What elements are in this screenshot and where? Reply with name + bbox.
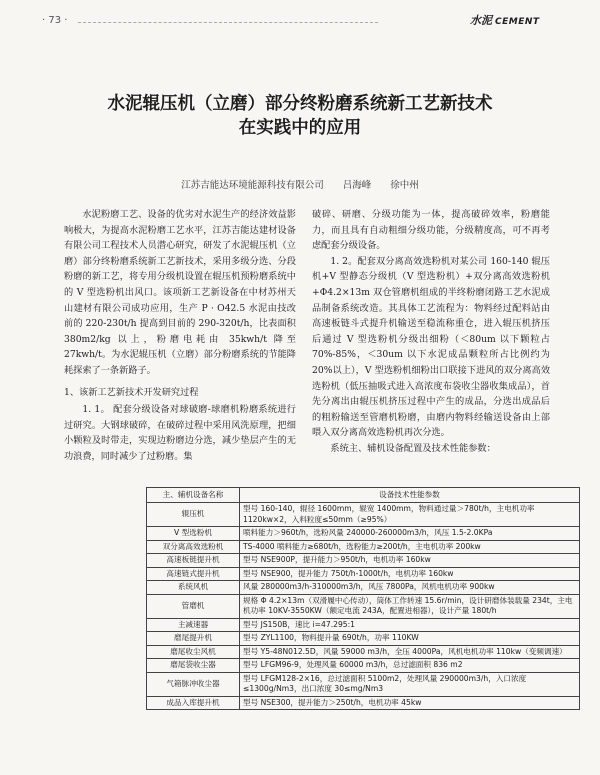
equipment-spec-cell: 型号 ZYL1100，物料提升量 690t/h，功率 110KW [240,632,580,646]
table-row [147,659,580,673]
section-1-1-paragraph: 1. 1。 配套分级设备对球破磨-球磨机粉磨系统进行过研究。大钢球破碎，在破碎过程中采用风洗原理，把细小颗粒及时带走，实现边粉磨边分选，减少垫层产生的无功浪费，同时减少了过粉磨。集 [64,404,296,462]
journal-name-cn: 水泥 [470,14,492,27]
equipment-spec-cell: 型号 NSE300，提升能力＞250t/h，电机功率 45kw [240,696,580,710]
equipment-spec-cell: TS-4000 喷料能力≥680t/h，选粉能力≥200t/h，主电机功率 200kw [240,540,580,554]
equipment-name-cell: V 型选粉机 [147,527,240,541]
equipment-spec-cell: 风量 280000m3/h-310000m3/h，风压 7800Pa，风机电机功率 900kw [240,581,580,595]
equipment-spec-cell: 喷料能力＞960t/h，选粉风量 240000-260000m3/h，风压 1.5-2.0KPa [240,527,580,541]
table-row [147,540,580,554]
section-1-2-paragraph: 1. 2。配套双分离高效选粉机对某公司 160-140 辊压机+V 型静态分级机（V 型选粉机）+双分离高效选粉机+Φ4.2×13m 双仓管磨机组成的半终粉磨闭路工艺水泥成品制备系统改造。其具体工艺流程为：物料经过配料站由高速板链斗式提升机输送至稳流称重仓，进入辊压机挤压后通过 V 型选粉机分级出细粉（＜80um 以下颗粒占 70%-85%，＜30um 以下水泥成品颗粒所占比例约为 20%以上），V 型选粉机细粉出口联接下进风的双分离高效选粉机（低压抽吸式进入高浓度布袋收尘器收集成品），首先分离出由辊压机挤压过程中产生的成品，分选出成品后的粗粉输送至管磨机粉磨，由磨内物料经输送设备由上部喂入双分离高效选粉机再次分选。 [312,255,550,439]
right-column [312,207,550,457]
equipment-name-cell: 磨尾袋收尘器 [147,659,240,673]
author-line [0,177,600,191]
table-header-row [147,488,580,503]
equipment-spec-cell: 型号 Y5-48N012.5D，风量 59000 m3/h，全压 4000Pa，风机电机功率 110kw（变频调速） [240,645,580,659]
left-column [64,207,296,465]
equipment-name-cell: 高速板链提升机 [147,554,240,568]
equipment-spec-cell: 型号 LFGM128-2×16，总过滤面积 5100m2，处理风量 290000m3/h，入口浓度≤1300g/Nm3，出口浓度 30≤mg/Nm3 [240,672,580,696]
title-line-2: 在实践中的应用 [238,118,362,138]
table-body [147,503,580,710]
table-row [147,696,580,710]
header-technical-params: 设备技术性能参数 [240,488,580,503]
header-rule [78,22,378,23]
journal-name-en: CEMENT [495,17,540,27]
equipment-spec-cell: 型号 NSE900P，提升能力＞950t/h，电机功率 160kw [240,554,580,568]
equipment-spec-cell: 型号 NSE900，提升能力 750t/h-1000t/h，电机功率 160kw [240,567,580,581]
equipment-name-cell: 磨尾提升机 [147,632,240,646]
title-line-1: 水泥辊压机（立磨）部分终粉磨系统新工艺新技术 [107,94,493,114]
equipment-spec-cell: 规格 Φ 4.2×13m（双滑履中心传动），筒体工作转速 15.6r/min，设计研磨体装载量 234t，主电机功率 10KV-3550KW（额定电流 243A，配置进相器），设计产量 180t/h [240,594,580,618]
equipment-spec-cell: 型号 JS150B，速比 i=47.295:1 [240,618,580,632]
equipment-name-cell: 双分离高效选粉机 [147,540,240,554]
table-row [147,554,580,568]
author-2: 徐中州 [390,180,419,191]
equipment-table [146,487,580,710]
table-row [147,503,580,527]
journal-name [470,12,540,28]
table-row [147,632,580,646]
table-row [147,645,580,659]
table-row [147,581,580,595]
table-row [147,594,580,618]
table-row [147,672,580,696]
article-title [20,92,580,140]
header-equipment-name: 主、辅机设备名称 [147,488,240,503]
equipment-name-cell: 高速链式提升机 [147,567,240,581]
equipment-name-cell: 磨尾收尘风机 [147,645,240,659]
table-row [147,567,580,581]
page-number: · 73 · [42,15,68,26]
equipment-name-cell: 管磨机 [147,594,240,618]
table-row [147,527,580,541]
equipment-name-cell: 主减速器 [147,618,240,632]
equipment-name-cell: 气箱脉冲收尘器 [147,672,240,696]
equipment-name-cell: 成品入库提升机 [147,696,240,710]
equipment-name-cell: 辊压机 [147,503,240,527]
table-intro-paragraph: 系统主、辅机设备配置及技术性能参数： [330,442,496,454]
section-heading-1: 1、该新工艺新技术开发研究过程 [64,386,199,398]
equipment-name-cell: 系统风机 [147,581,240,595]
intro-paragraph: 水泥粉磨工艺、设备的优劣对水泥生产的经济效益影响极大，为提高水泥粉磨工艺水平，江苏吉能达建材设备有限公司工程技术人员潜心研究，研发了水泥辊压机（立磨）部分终粉磨系统新工艺新技术，采用多级分选、分段粉磨的新工艺，将专用分级机设置在辊压机预粉磨系统中的 V 型选粉机出风口。该项新工艺新设备在中材苏州天山建材有限公司成功应用，生产 P · O42.5 水泥由技改前的 220-230t/h 提高到目前的 290-320t/h，比表面积 380m2/kg 以上，粉磨电耗由 35kwh/t 降至 27kwh/t。为水泥辊压机（立磨）部分粉磨系统的节能降耗探索了一条新路子。 [64,209,296,376]
continued-paragraph: 破碎、研磨、分级功能为一体，提高破碎效率，粉磨能力，而且具有自动粗细分级功能，分级精度高，可不再考虑配套分级设备。 [312,209,550,252]
equipment-spec-cell: 型号 160-140，辊径 1600mm，辊宽 1400mm，物料通过量＞780t/h，主电机功率 1120kw×2，入料粒度≤50mm（≥95%） [240,503,580,527]
author-1: 吕海峰 [342,180,372,191]
page-header [0,0,600,40]
equipment-table-wrapper [146,487,580,710]
affiliation: 江苏吉能达环境能源科技有限公司 [181,180,324,191]
table-row [147,618,580,632]
equipment-spec-cell: 型号 LFGM96-9，处理风量 60000 m3/h，总过滤面积 836 m2 [240,659,580,673]
